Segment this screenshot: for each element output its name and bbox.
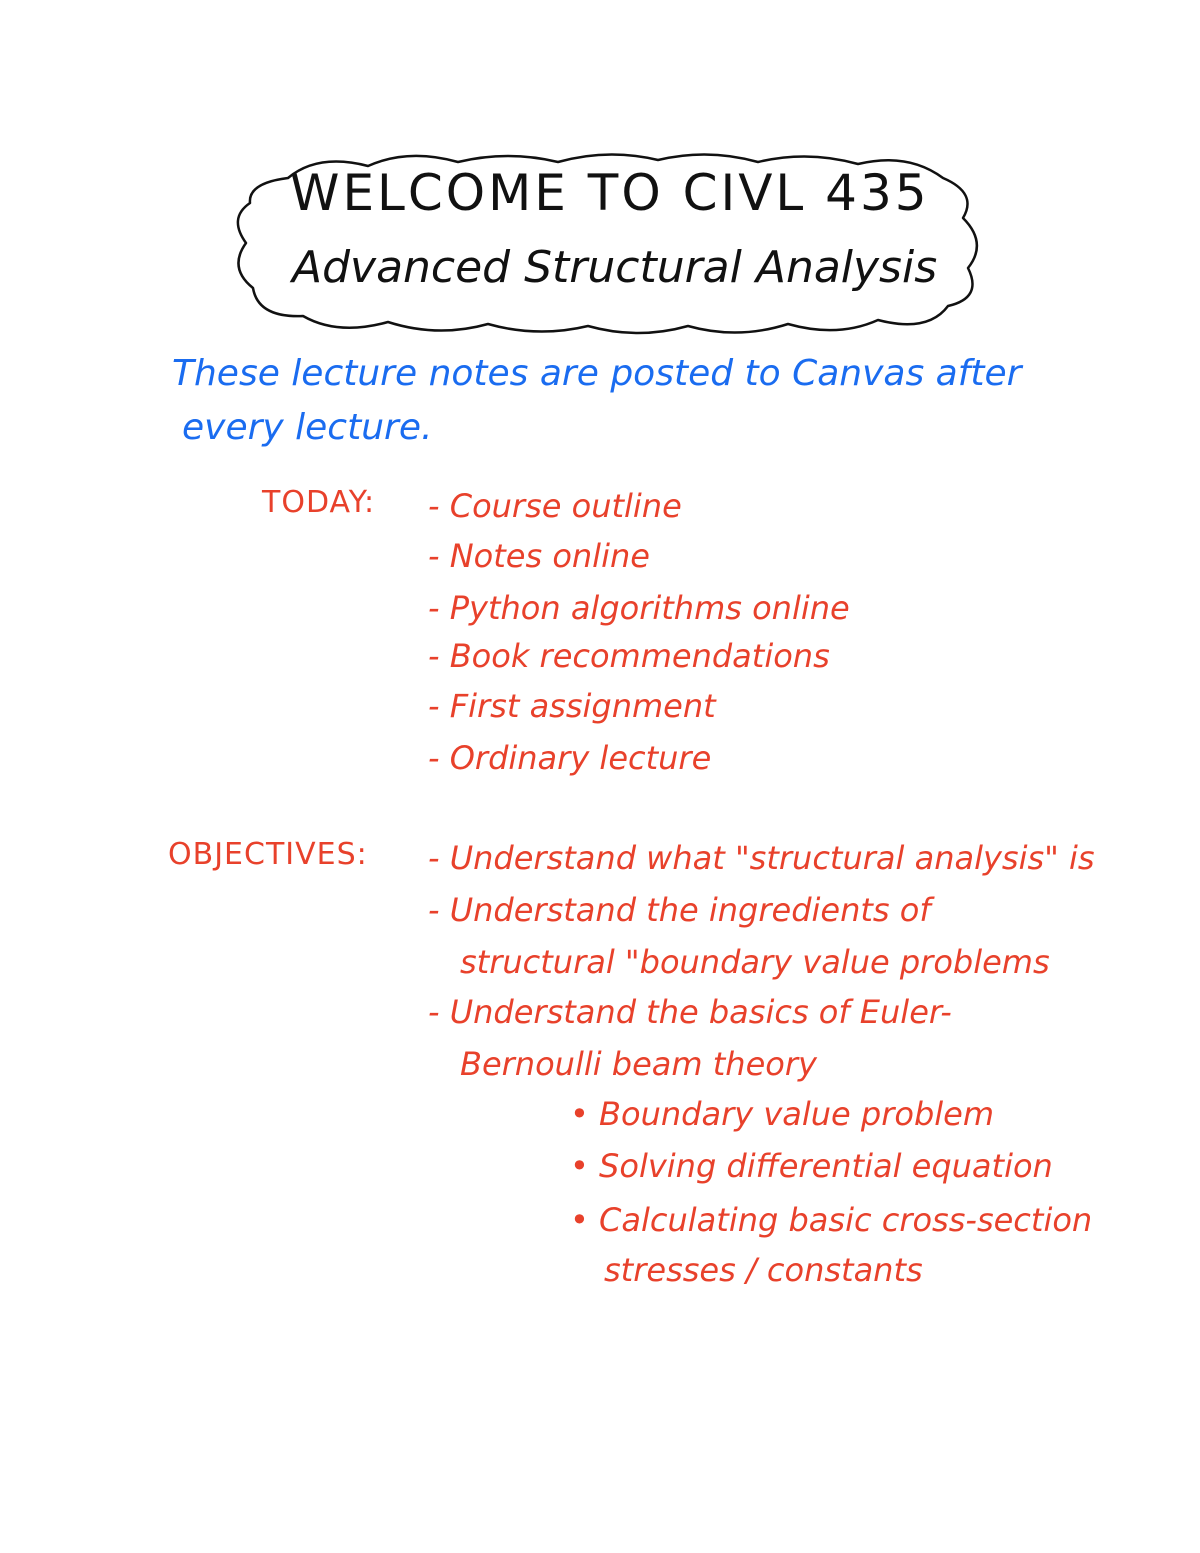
notes-info-line-2: every lecture. [182, 407, 433, 448]
today-label: TODAY: [262, 485, 376, 520]
course-title: WELCOME TO CIVL 435 [290, 164, 930, 222]
objective-item-euler-bernoulli-continued: Bernoulli beam theory [460, 1045, 817, 1083]
sub-item-stresses-constants: stresses / constants [604, 1251, 923, 1289]
today-item-book-recommendations: - Book recommendations [428, 637, 830, 675]
course-subtitle: Advanced Structural Analysis [292, 242, 938, 293]
today-item-notes-online: - Notes online [428, 537, 650, 575]
objective-item-structural-analysis: - Understand what "structural analysis" is [428, 839, 1095, 877]
notes-info-line-1: These lecture notes are posted to Canvas after [172, 353, 1022, 394]
objective-item-ingredients: - Understand the ingredients of [428, 891, 931, 929]
sub-item-solving-differential-equation: • Solving differential equation [570, 1147, 1053, 1185]
sub-item-boundary-value-problem: • Boundary value problem [570, 1095, 995, 1133]
today-item-python-algorithms: - Python algorithms online [428, 589, 850, 627]
today-item-ordinary-lecture: - Ordinary lecture [428, 739, 712, 777]
sub-item-calculating-cross-section: • Calculating basic cross-section [570, 1201, 1093, 1239]
today-item-course-outline: - Course outline [428, 487, 682, 525]
objective-item-euler-bernoulli: - Understand the basics of Euler- [428, 993, 952, 1031]
today-item-first-assignment: - First assignment [428, 687, 716, 725]
objectives-label: OBJECTIVES: [168, 837, 368, 872]
objective-item-ingredients-continued: structural "boundary value problems [460, 943, 1050, 981]
